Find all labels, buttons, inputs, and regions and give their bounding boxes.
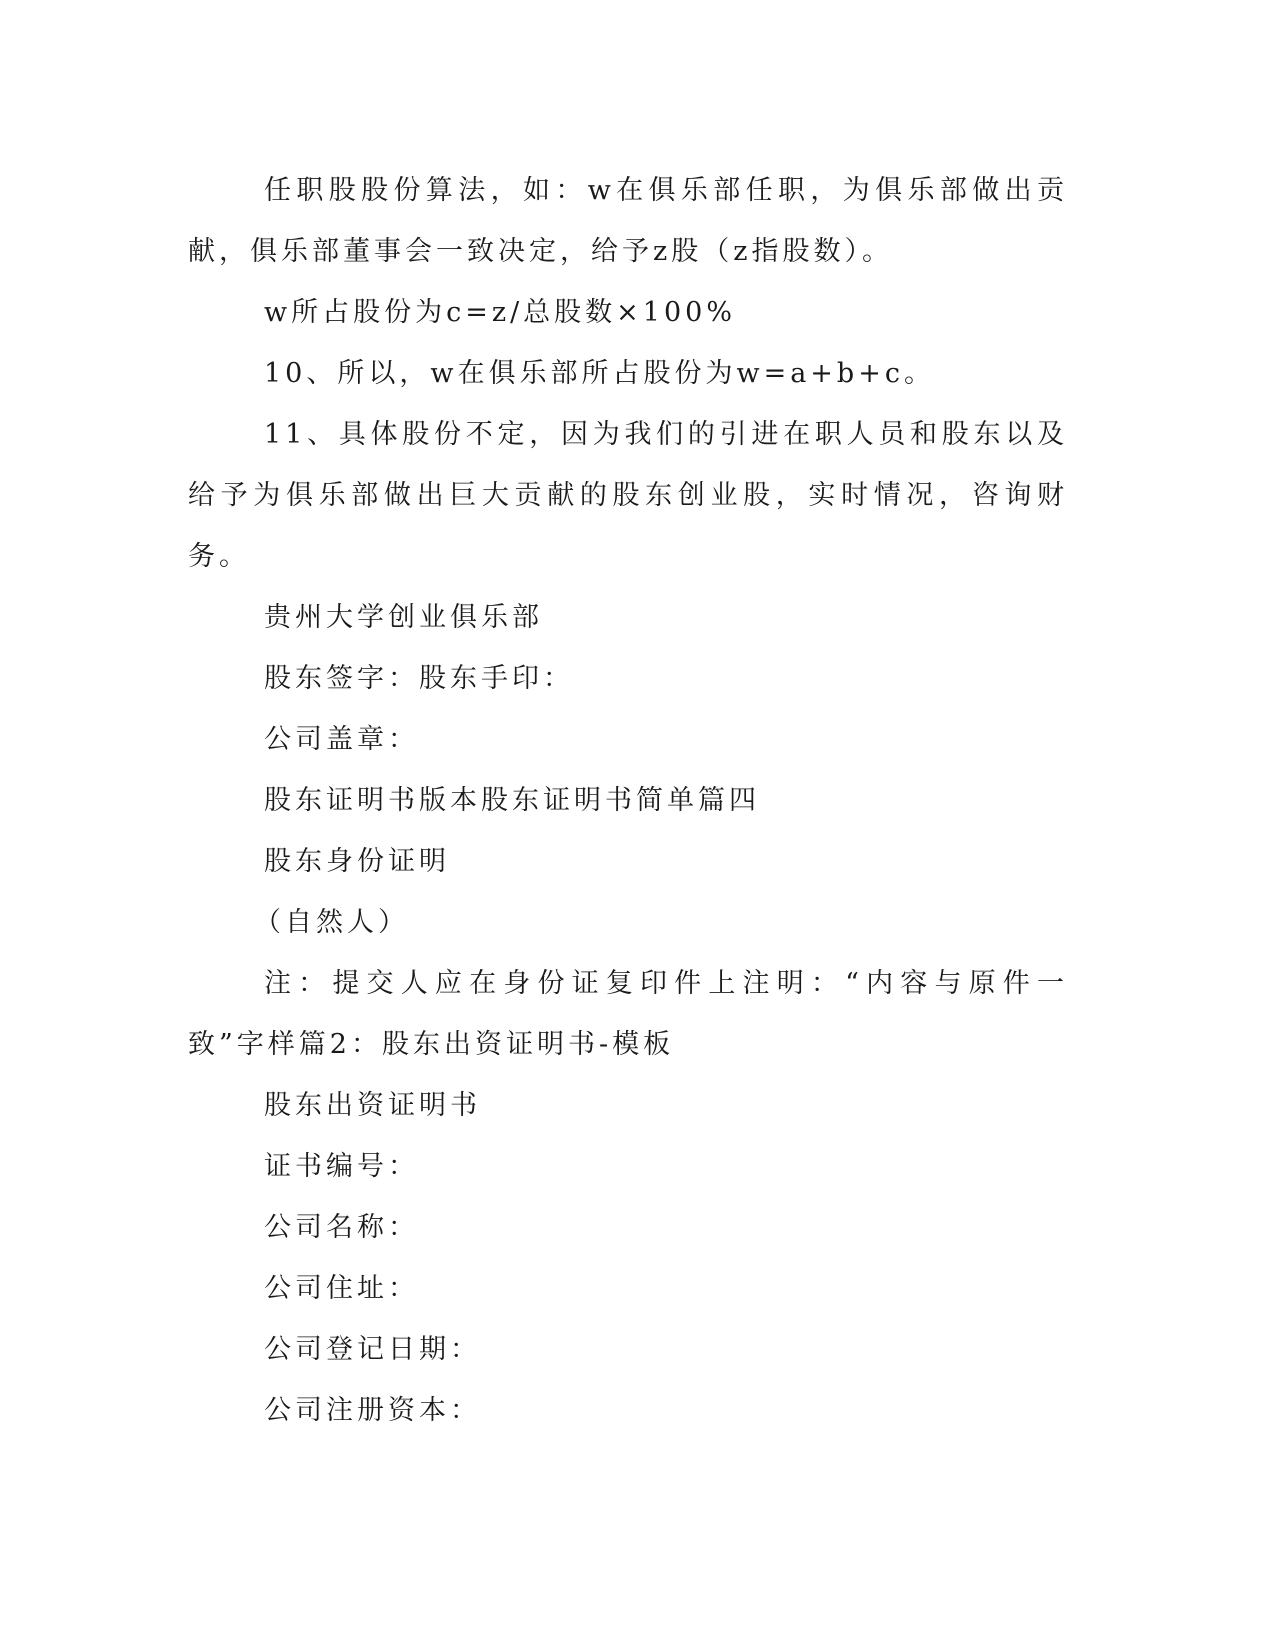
paragraph-company-seal: 公司盖章： <box>264 724 419 755</box>
paragraph-capital-certificate-title: 股东出资证明书 <box>264 1090 481 1121</box>
field-company-name: 公司名称： <box>264 1212 419 1243</box>
field-registration-date: 公司登记日期： <box>264 1334 481 1365</box>
paragraph-natural-person: （自然人） <box>254 907 409 938</box>
document-body <box>188 160 1068 1441</box>
paragraph-note: 注：提交人应在身份证复印件上注明：“内容与原件一致”字样篇2：股东出资证明书-模板 <box>188 968 1068 1060</box>
paragraph-signature-line: 股东签字：股东手印： <box>264 663 574 694</box>
field-company-address: 公司住址： <box>264 1273 419 1304</box>
paragraph-formula-c: w所占股份为c=z/总股数×100% <box>264 297 736 328</box>
paragraph-identity-proof: 股东身份证明 <box>264 846 450 877</box>
paragraph-item-10: 10、所以，w在俱乐部所占股份为w=a+b+c。 <box>264 358 935 389</box>
field-certificate-number: 证书编号： <box>264 1151 419 1182</box>
paragraph-section-heading: 股东证明书版本股东证明书简单篇四 <box>264 785 760 816</box>
paragraph-share-algorithm: 任职股股份算法，如：w在俱乐部任职，为俱乐部做出贡献，俱乐部董事会一致决定，给予z股（z指股数）。 <box>188 175 1068 267</box>
paragraph-item-11: 11、具体股份不定，因为我们的引进在职人员和股东以及给予为俱乐部做出巨大贡献的股东创业股，实时情况，咨询财务。 <box>188 419 1068 572</box>
paragraph-club-name: 贵州大学创业俱乐部 <box>264 602 543 633</box>
field-registered-capital: 公司注册资本： <box>264 1395 481 1426</box>
